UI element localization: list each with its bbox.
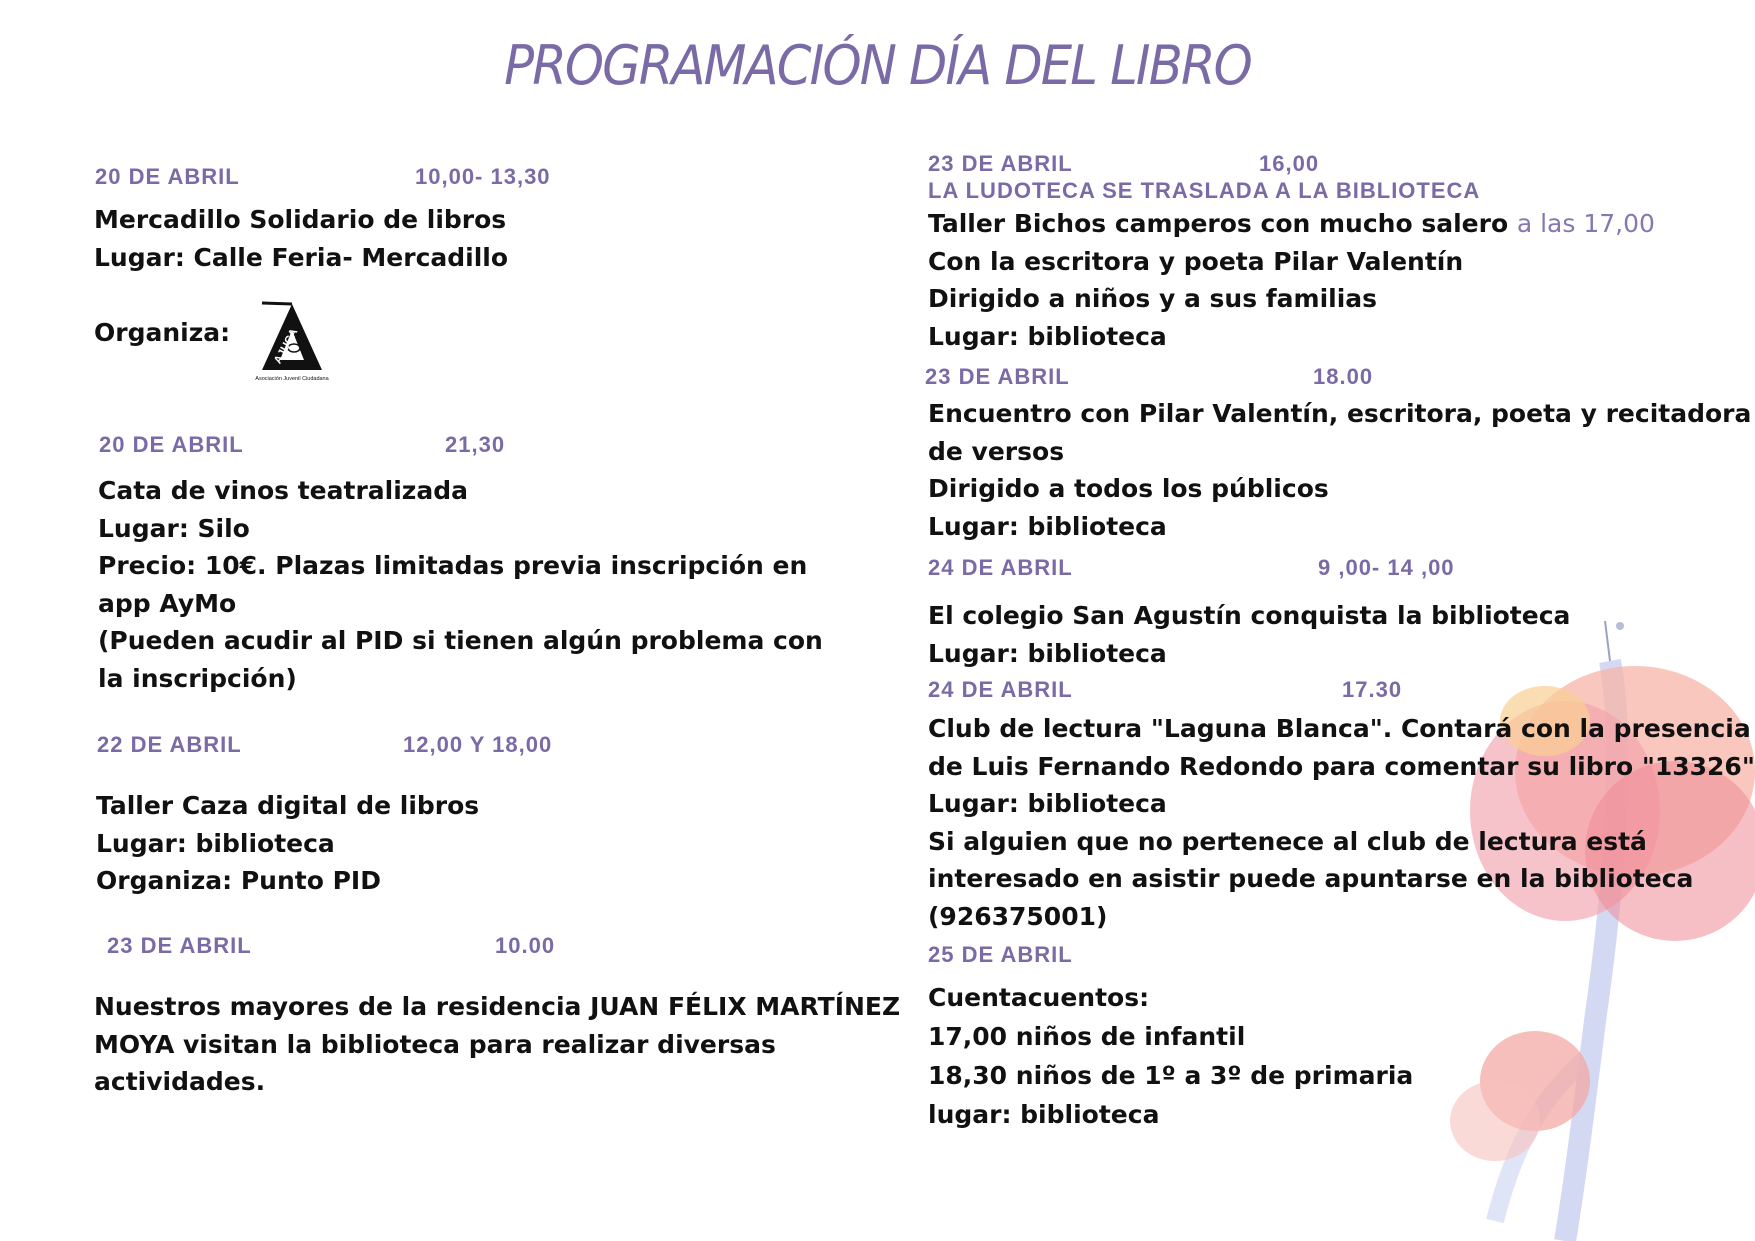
text-line: Dirigido a todos los públicos — [928, 474, 1329, 503]
text-line: de Luis Fernando Redondo para comentar su libro "13326" — [928, 751, 1755, 781]
event-description — [928, 710, 1755, 935]
text-line: Precio: 10€. Plazas limitadas previa inscripción en — [98, 551, 808, 580]
event-time: 18.00 — [1313, 364, 1374, 389]
text-line: Si alguien que no pertenece al club de lectura está — [928, 826, 1647, 856]
text-segment: Taller Bichos camperos con mucho salero — [928, 209, 1517, 238]
event-description — [928, 597, 1570, 672]
text-line: Lugar: Calle Feria- Mercadillo — [94, 242, 509, 272]
event-description — [96, 787, 479, 900]
event-date: 20 DE ABRIL — [99, 432, 244, 457]
event-time: 21,30 — [445, 432, 506, 457]
text-line: Lugar: biblioteca — [96, 828, 335, 858]
event-date: 22 DE ABRIL — [97, 732, 242, 757]
event-time: 16,00 — [1259, 151, 1320, 176]
event-description — [928, 395, 1751, 545]
text-line: Mercadillo Solidario de libros — [94, 205, 507, 234]
event-time: 10.00 — [495, 933, 556, 958]
text-line: (Pueden acudir al PID si tienen algún problema con — [98, 626, 823, 655]
text-line: Club de lectura "Laguna Blanca". Contará con la presencia — [928, 714, 1751, 743]
text-line: app AyMo — [98, 588, 237, 618]
text-line: Lugar: biblioteca — [928, 511, 1167, 541]
text-line: Cata de vinos teatralizada — [98, 476, 468, 505]
text-line: Organiza: Punto PID — [96, 866, 381, 895]
event-time: 17.30 — [1342, 677, 1403, 702]
text-line: Encuentro con Pilar Valentín, escritora, poeta y recitadora — [928, 399, 1752, 428]
event-date: 23 DE ABRIL — [925, 364, 1070, 389]
text-line — [928, 205, 1655, 243]
event-time: 9 ,00- 14 ,00 — [1318, 555, 1455, 580]
text-line: 18,30 niños de 1º a 3º de primaria — [928, 1061, 1414, 1090]
event-date: 23 DE ABRIL — [928, 151, 1073, 176]
page-title: PROGRAMACIÓN DÍA DEL LIBRO — [504, 34, 1251, 97]
event-description — [928, 978, 1413, 1134]
text-line: Lugar: biblioteca — [928, 321, 1167, 351]
time-accent: a las 17,00 — [1516, 209, 1655, 238]
organiza-label: Organiza: — [94, 318, 231, 347]
text-line: actividades. — [94, 1067, 266, 1096]
event-date: 20 DE ABRIL — [95, 164, 240, 189]
text-line: interesado en asistir puede apuntarse en la biblioteca — [928, 864, 1694, 893]
text-line: Lugar: biblioteca — [928, 789, 1167, 818]
text-line: lugar: biblioteca — [928, 1100, 1160, 1129]
text-line: Nuestros mayores de la residencia JUAN FÉLIX MARTÍNEZ — [94, 992, 901, 1021]
event-description — [94, 201, 508, 276]
event-subtitle: LA LUDOTECA SE TRASLADA A LA BIBLIOTECA — [928, 178, 1481, 203]
event-date: 24 DE ABRIL — [928, 677, 1073, 702]
event-date: 23 DE ABRIL — [107, 933, 252, 958]
ajuca-logo — [252, 300, 332, 386]
text-line: 17,00 niños de infantil — [928, 1022, 1246, 1051]
logo-caption: Asociación Juvenil Ciudadana — [255, 376, 329, 382]
event-description — [98, 472, 823, 697]
event-time: 10,00- 13,30 — [415, 164, 551, 189]
event-description — [94, 988, 900, 1101]
text-line: Cuentacuentos: — [928, 983, 1150, 1012]
event-description — [928, 205, 1655, 355]
logo-text: AJUCA — [271, 326, 301, 366]
text-line: Con la escritora y poeta Pilar Valentín — [928, 246, 1464, 276]
text-line: (926375001) — [928, 901, 1108, 931]
text-line: Dirigido a niños y a sus familias — [928, 284, 1378, 313]
text-line: El colegio San Agustín conquista la biblioteca — [928, 601, 1571, 630]
text-line: Lugar: biblioteca — [928, 638, 1167, 668]
event-time: 12,00 Y 18,00 — [403, 732, 553, 757]
text-line: Lugar: Silo — [98, 513, 250, 543]
event-date: 25 DE ABRIL — [928, 942, 1073, 967]
text-line: de versos — [928, 436, 1065, 466]
text-line: MOYA visitan la biblioteca para realizar diversas — [94, 1029, 776, 1059]
text-line: la inscripción) — [98, 663, 297, 693]
text-line: Taller Caza digital de libros — [96, 791, 480, 820]
event-date: 24 DE ABRIL — [928, 555, 1073, 580]
